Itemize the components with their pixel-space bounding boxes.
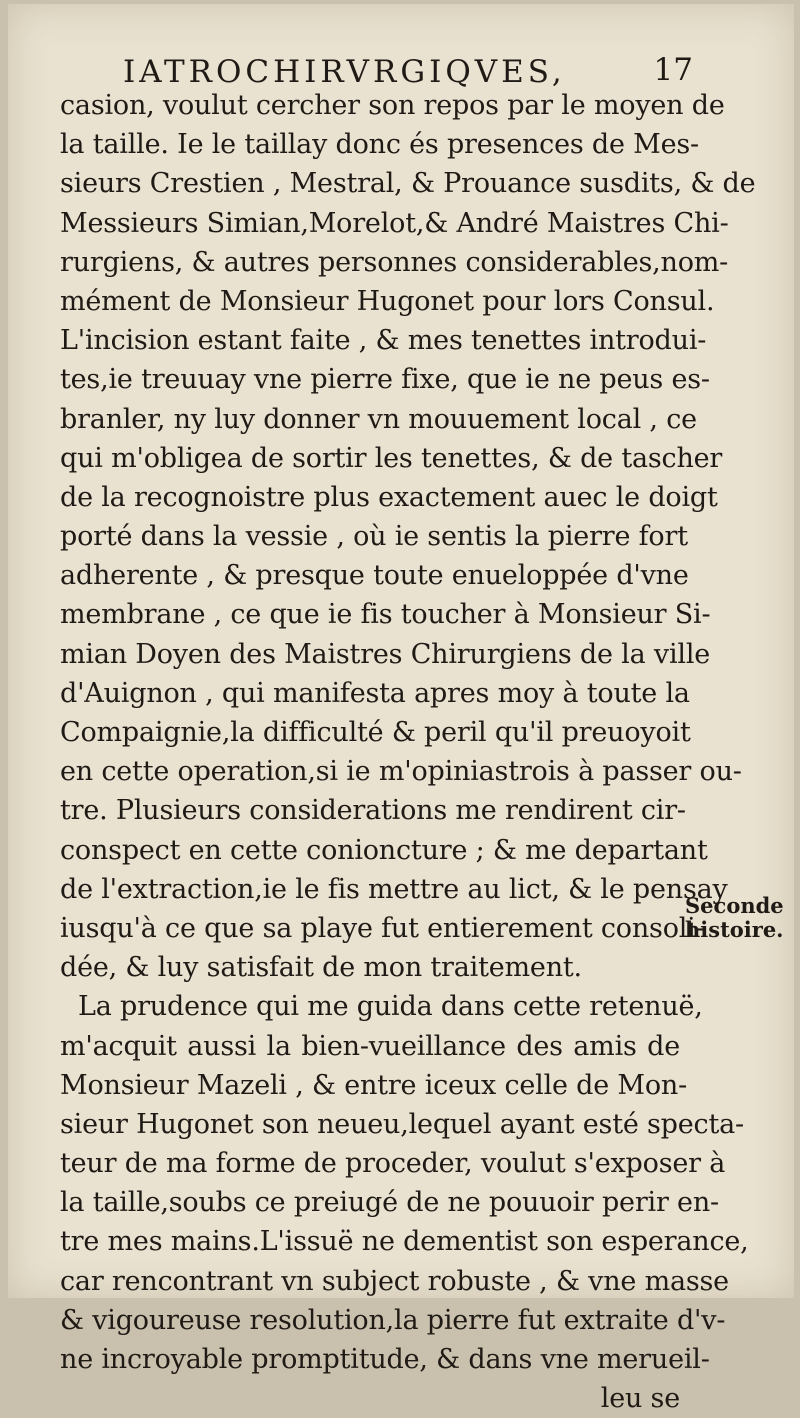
- text-line: porté dans la vessie , où ie sentis la pierre fort: [60, 521, 688, 553]
- text-line: ne incroyable promptitude, & dans vne merueil-: [60, 1344, 710, 1375]
- book-page: [8, 4, 794, 1415]
- text-line: conspect en cette conioncture ; & me departant: [60, 834, 708, 866]
- text-line: la taille. Ie le taillay donc és presences de Mes-: [60, 129, 699, 161]
- text-line: leu se: [600, 1383, 680, 1415]
- text-line: de la recognoistre plus exactement auec le doigt: [60, 481, 718, 513]
- text-line: qui m'obligea de sortir les tenettes, & de tascher: [60, 442, 723, 474]
- text-line: iusqu'à ce que sa playe fut entierement consoli-: [60, 912, 705, 944]
- page-number: 17: [653, 52, 693, 88]
- text-line: m'acquit aussi la bien-vueillance des amis de: [60, 1030, 680, 1062]
- text-line: Monsieur Mazeli , & entre iceux celle de Mon-: [60, 1069, 688, 1101]
- margin-note: [685, 894, 790, 942]
- text-line: tes,ie treuuay vne pierre fixe, que ie ne peus es-: [60, 364, 710, 396]
- text-line: tre mes mains.L'issuë ne dementist son esperance,: [60, 1226, 749, 1258]
- text-line: Messieurs Simian,Morelot,& André Maistres Chi-: [60, 207, 729, 239]
- text-line: L'incision estant faite , & mes tenettes introdui-: [60, 325, 707, 357]
- text-line: en cette operation,si ie m'opiniastrois à passer ou-: [60, 756, 742, 788]
- text-line: La prudence qui me guida dans cette retenuë,: [78, 991, 703, 1023]
- text-line: branler, ny luy donner vn mouuement local , ce: [60, 403, 697, 435]
- text-line: tre. Plusieurs considerations me rendirent cir-: [60, 795, 686, 827]
- text-line: mément de Monsieur Hugonet pour lors Consul.: [60, 285, 715, 317]
- text-line: mian Doyen des Maistres Chirurgiens de la ville: [60, 638, 711, 670]
- text-line: adherente , & presque toute enueloppée d'vne: [60, 560, 689, 592]
- text-line: la taille,soubs ce preiugé de ne pouuoir perir en-: [60, 1187, 719, 1219]
- text-line: & vigoureuse resolution,la pierre fut extraite d'v-: [60, 1304, 726, 1336]
- text-line: Compaignie,la difficulté & peril qu'il preuoyoit: [60, 717, 691, 748]
- text-line: casion, voulut cercher son repos par le moyen de: [60, 90, 725, 121]
- margin-note-line: Seconde: [685, 893, 784, 918]
- margin-note-line: histoire.: [685, 917, 784, 942]
- text-line: sieurs Crestien , Mestral, & Prouance susdits, & de: [60, 168, 756, 200]
- text-line: membrane , ce que ie fis toucher à Monsieur Si-: [60, 599, 711, 631]
- text-line: de l'extraction,ie le fis mettre au lict, & le pensay: [60, 873, 728, 905]
- text-line: d'Auignon , qui manifesta apres moy à toute la: [60, 677, 690, 709]
- text-line: dée, & luy satisfait de mon traitement.: [60, 952, 582, 984]
- text-line: teur de ma forme de proceder, voulut s'exposer à: [60, 1148, 726, 1180]
- text-line: sieur Hugonet son neueu,lequel ayant esté specta-: [60, 1108, 744, 1140]
- text-line: rurgiens, & autres personnes considerables,nom-: [60, 246, 729, 278]
- text-line: car rencontrant vn subject robuste , & vne masse: [60, 1265, 729, 1297]
- running-title: IATROCHIRVRGIQVES,: [123, 54, 566, 90]
